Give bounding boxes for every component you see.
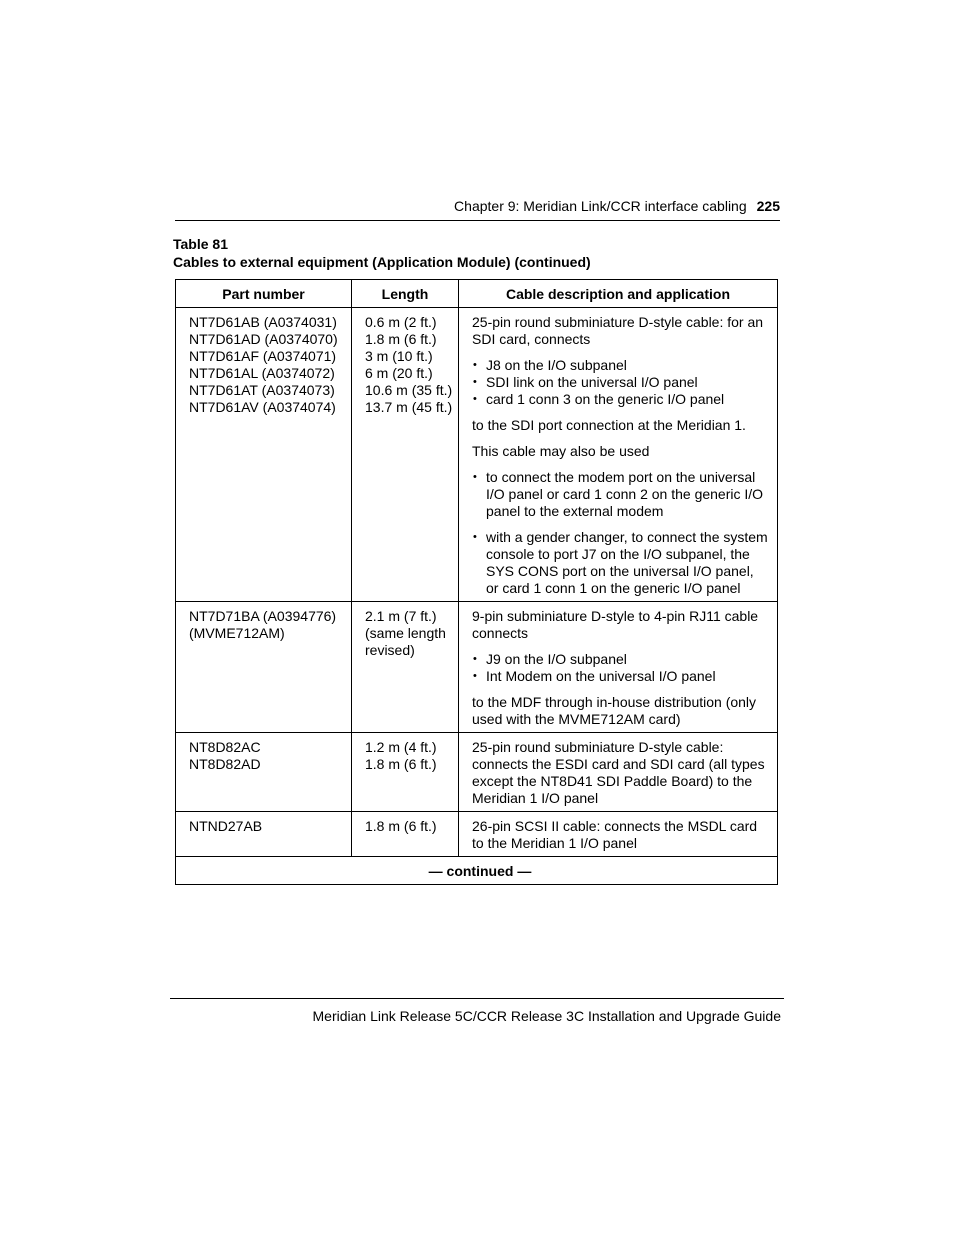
length-value: 10.6 m (35 ft.)	[365, 382, 453, 398]
length-value: 1.8 m (6 ft.)	[365, 331, 437, 347]
table-row	[176, 812, 778, 857]
length-cell	[352, 602, 459, 733]
continued-row	[176, 857, 778, 885]
table-row	[176, 602, 778, 733]
description-intro: 9-pin subminiature D-style to 4-pin RJ11 cable connects	[472, 608, 759, 641]
part-number: NT7D61AF (A0374071)	[189, 348, 337, 364]
list-item: • Int Modem on the universal I/O panel	[472, 668, 769, 685]
length-value: 0.6 m (2 ft.)	[365, 314, 437, 330]
description-cell	[459, 812, 778, 857]
description-also: This cable may also be used	[472, 443, 650, 459]
connection-list	[472, 357, 769, 408]
list-item: • with a gender changer, to connect the system console to port J7 on the I/O subpanel, the SYS CONS port on the universal I/O panel, or card 1 conn 1 on the generic I/O panel	[472, 529, 769, 597]
alternate-use-list	[472, 469, 769, 520]
column-header-part-number: Part number	[176, 280, 352, 308]
list-item: • J8 on the I/O subpanel	[472, 357, 769, 374]
description-intro: 26-pin SCSI II cable: connects the MSDL card to the Meridian 1 I/O panel	[472, 818, 758, 851]
continued-label: — continued —	[176, 857, 778, 885]
table-caption	[173, 235, 773, 271]
list-item: • to connect the modem port on the universal I/O panel or card 1 conn 2 on the generic I/O panel to the external modem	[472, 469, 769, 520]
column-header-length: Length	[352, 280, 459, 308]
part-number: NT7D61AD (A0374070)	[189, 331, 338, 347]
length-value: 2.1 m (7 ft.)	[365, 608, 437, 624]
chapter-title: Chapter 9: Meridian Link/CCR interface cabling	[454, 198, 747, 214]
part-number: NT7D61AT (A0374073)	[189, 382, 335, 398]
page-header	[175, 198, 780, 221]
part-number: NT7D61AB (A0374031)	[189, 314, 337, 330]
table-row	[176, 733, 778, 812]
table-row	[176, 308, 778, 602]
length-value: 6 m (20 ft.)	[365, 365, 433, 381]
column-header-description: Cable description and application	[459, 280, 778, 308]
part-number: NT8D82AC	[189, 739, 261, 755]
table-number: Table 81	[173, 236, 228, 252]
length-value: 1.8 m (6 ft.)	[365, 756, 437, 772]
length-value: 3 m (10 ft.)	[365, 348, 433, 364]
part-number-cell	[176, 733, 352, 812]
part-number: NT7D61AL (A0374072)	[189, 365, 335, 381]
page-number: 225	[756, 198, 780, 214]
part-number: NT7D71BA (A0394776)	[189, 608, 337, 624]
length-value: (same length	[365, 625, 446, 641]
page-footer	[170, 998, 784, 1025]
part-number: (MVME712AM)	[189, 625, 285, 641]
list-item: • SDI link on the universal I/O panel	[472, 374, 769, 391]
description-intro: 25-pin round subminiature D-style cable: connects the ESDI card and SDI card (all types except the NT8D41 SDI Paddle Board) to the Meridian 1 I/O panel	[472, 739, 765, 806]
footer-text: Meridian Link Release 5C/CCR Release 3C Installation and Upgrade Guide	[312, 1008, 781, 1024]
part-number: NT7D61AV (A0374074)	[189, 399, 336, 415]
length-cell	[352, 308, 459, 602]
part-number-cell	[176, 812, 352, 857]
part-number: NT8D82AD	[189, 756, 261, 772]
description-cell	[459, 602, 778, 733]
part-number-cell	[176, 308, 352, 602]
connection-list	[472, 651, 769, 685]
list-item: • card 1 conn 3 on the generic I/O panel	[472, 391, 769, 408]
table-title: Cables to external equipment (Application Module) (continued)	[173, 254, 591, 270]
description-after: to the MDF through in-house distribution (only used with the MVME712AM card)	[472, 694, 757, 727]
description-intro: 25-pin round subminiature D-style cable: for an SDI card, connects	[472, 314, 764, 347]
length-cell	[352, 733, 459, 812]
part-number-cell	[176, 602, 352, 733]
description-cell	[459, 308, 778, 602]
description-after: to the SDI port connection at the Meridian 1.	[472, 417, 746, 433]
length-value: revised)	[365, 642, 415, 658]
table-header-row	[176, 280, 778, 308]
length-value: 1.2 m (4 ft.)	[365, 739, 437, 755]
part-number: NTND27AB	[189, 818, 263, 834]
length-value: 1.8 m (6 ft.)	[365, 818, 437, 834]
alternate-use-list	[472, 529, 769, 597]
description-cell	[459, 733, 778, 812]
list-item: • J9 on the I/O subpanel	[472, 651, 769, 668]
cables-table	[175, 279, 778, 885]
length-value: 13.7 m (45 ft.)	[365, 399, 453, 415]
length-cell	[352, 812, 459, 857]
